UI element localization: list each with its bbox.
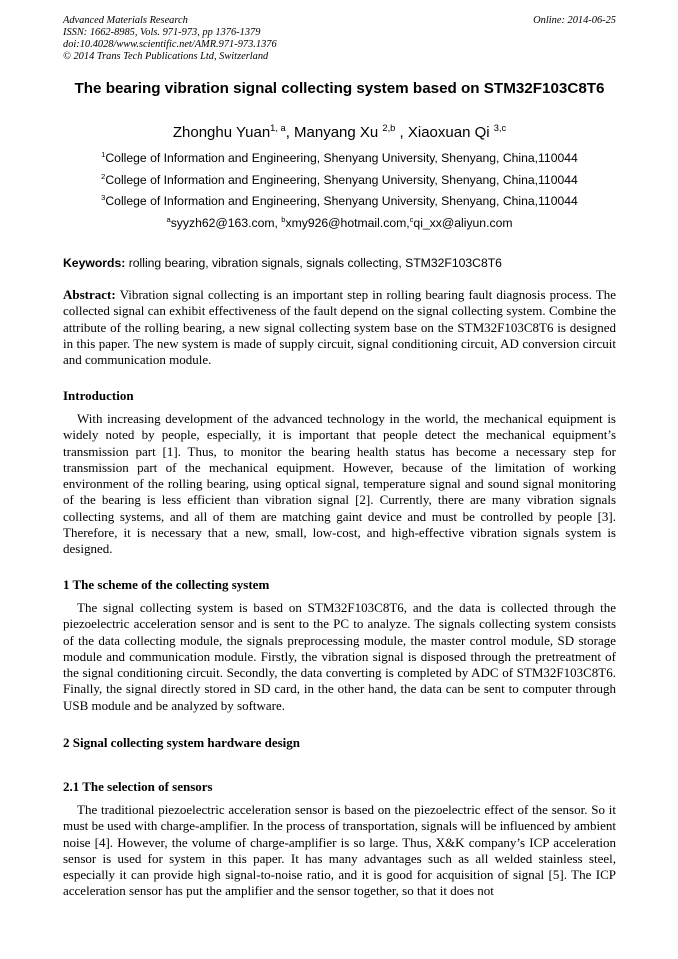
copyright-line: © 2014 Trans Tech Publications Ltd, Switzerland [63, 51, 269, 62]
author-name: , Manyang Xu [285, 124, 383, 141]
affiliation-mark: 3 [101, 193, 106, 203]
affiliation-text: College of Information and Engineering, Shenyang University, Shenyang, China,110044 [105, 172, 578, 187]
email-line [63, 215, 616, 237]
author-affiliation-mark: 3,c [493, 122, 507, 133]
affiliation-mark: 2 [101, 171, 106, 181]
sensors-paragraph: The traditional piezoelectric acceleration sensor is based on the piezoelectric effect of the sensor. So it must be used with charge-amplifier. In the process of transportation, signals will be influenced by ambient noise [4]. However, the volume of charge-amplifier is so large. Thus, X&K company’s ICP acceleration sensor is used for system in this paper. It has many advantages such as all welded stainless steel, especially it can provide high signal-to-noise ratio, and it is good for acquisition of signal [5]. The ICP acceleration sensor has put the amplifier and the sensor together, so that it does not [63, 802, 616, 899]
publication-header [63, 15, 616, 63]
affiliation-mark: 1 [101, 150, 106, 160]
author-affiliation-mark: 1, a [270, 122, 286, 133]
email-mark: c [409, 214, 414, 224]
paper-title: The bearing vibration signal collecting system based on STM32F103C8T6 [74, 80, 605, 97]
scheme-paragraph: The signal collecting system is based on STM32F103C8T6, and the data is collected through the piezoelectric acceleration sensor and is sent to the PC to analyze. The signals collecting system consists of the data collecting module, the signals preprocessing module, the master control module, SD storage module and communication module. Firstly, the vibration signal is disposed through the pretreatment of the signal conditioning circuit. Secondly, the data converting is completed by ADC of STM32F103C8T6. Finally, the signal directly stored in SD card, in the other hand, the data can be sent to computer through USB module and be analyzed by software. [63, 600, 616, 713]
issn-line: ISSN: 1662-8985, Vols. 971-973, pp 1376-1379 [63, 27, 261, 38]
email-address: qi_xx@aliyun.com [413, 215, 513, 230]
abstract [63, 287, 616, 368]
author-name: Zhonghu Yuan [172, 124, 271, 141]
section-heading-scheme: 1 The scheme of the collecting system [63, 577, 270, 592]
online-date: Online: 2014-06-25 [533, 15, 616, 26]
keywords [63, 256, 616, 271]
email-mark: a [166, 214, 171, 224]
section-heading-sensors: 2.1 The selection of sensors [63, 779, 213, 794]
keywords-label: Keywords: [63, 256, 126, 270]
doi-line: doi:10.4028/www.scientific.net/AMR.971-973.1376 [63, 39, 277, 50]
email-mark: b [281, 214, 286, 224]
affiliation [63, 150, 616, 172]
affiliation-text: College of Information and Engineering, Shenyang University, Shenyang, China,110044 [105, 194, 578, 208]
introduction-paragraph: With increasing development of the advanced technology in the world, the mechanical equipment is widely noted by people, especially, it is important that people detect the mechanical equipment’s transmission part [1]. Thus, to monitor the bearing health status has become a necessary step for transmission part of the mechanical equipment. However, because of the limitation of working environment of the rolling bearing, using optical signal, temperature signal and sound signal monitoring of the bearing is less efficient than vibration signal [2]. Currently, there are many vibration signals collecting systems, and all of them are matching gaint device and must be controlled by people [3]. Therefore, it is necessary that a new, small, low-cost, and high-effective vibration signals system is designed. [63, 411, 616, 557]
journal-name: Advanced Materials Research [63, 15, 188, 26]
author-affiliation-mark: 2,b [382, 122, 396, 133]
abstract-text: Vibration signal collecting is an important step in rolling bearing fault diagnosis process. The collected signal can exhibit effectiveness of the fault depend on the signal collecting system. Combine the attribute of the rolling bearing, a new signal collecting system base on the STM32F103C8T6 is designed in this paper. The new system is made of supply circuit, signal conditioning circuit, AD conversion circuit and communication module. [63, 287, 616, 368]
email-address: xmy926@hotmail.com, [285, 215, 410, 230]
keywords-text: rolling bearing, vibration signals, signals collecting, STM32F103C8T6 [125, 256, 502, 270]
section-heading-introduction: Introduction [63, 388, 134, 403]
affiliation [63, 172, 616, 194]
section-heading-hardware: 2 Signal collecting system hardware design [63, 735, 301, 750]
affiliation [63, 193, 616, 215]
author-list [63, 124, 616, 142]
affiliation-list [63, 150, 616, 236]
abstract-label: Abstract: [63, 287, 116, 302]
author-name: , Xiaoxuan Qi [395, 124, 494, 141]
affiliation-text: College of Information and Engineering, Shenyang University, Shenyang, China,110044 [105, 151, 578, 165]
email-address: syyzh62@163.com, [170, 215, 282, 230]
